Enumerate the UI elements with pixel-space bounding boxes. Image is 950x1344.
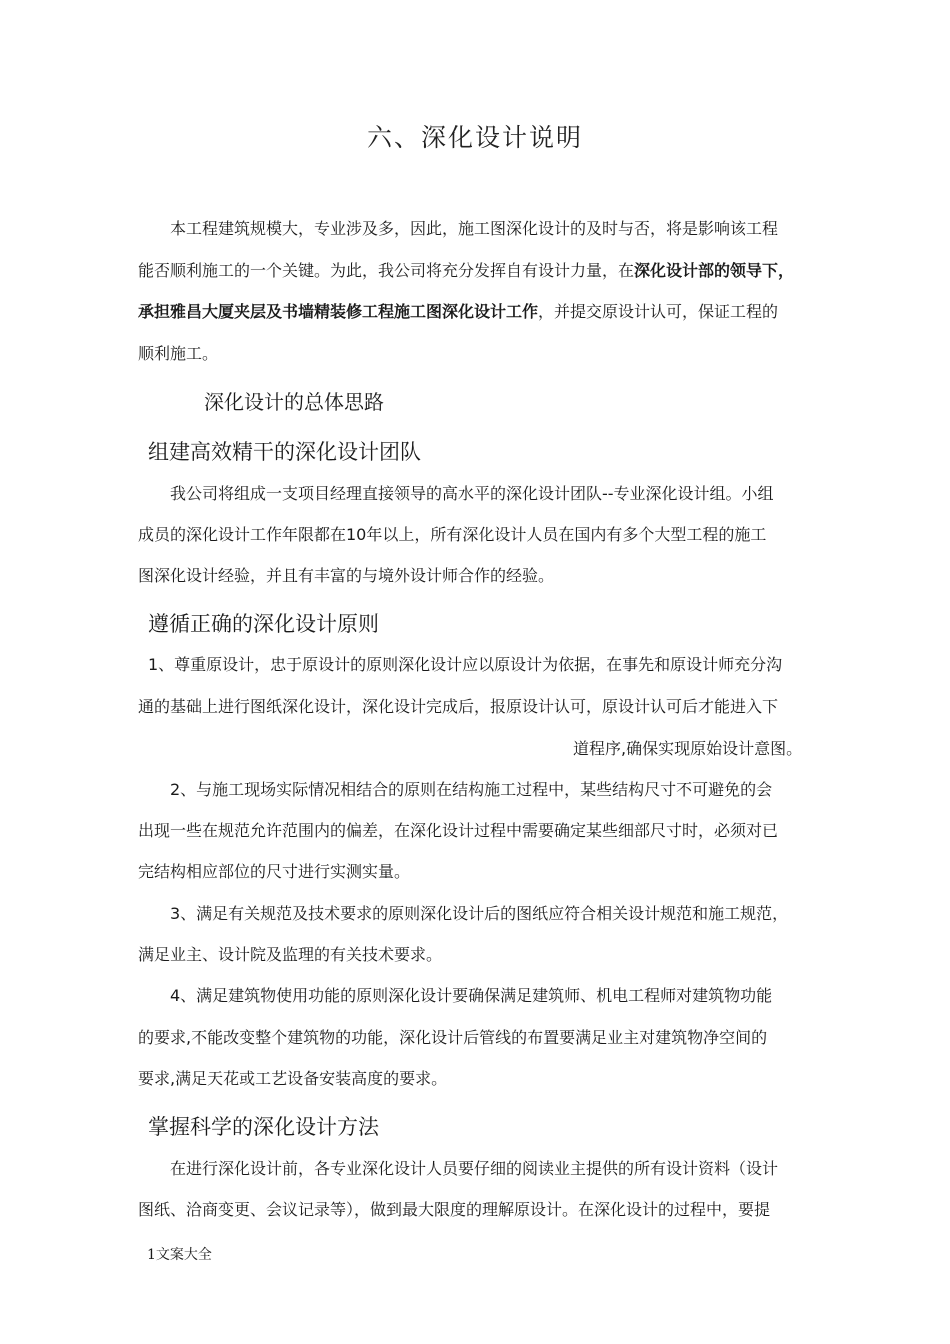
- principle-4-line-3: 要求,满足天花或工艺设备安装高度的要求。: [138, 1069, 448, 1088]
- method-line-2: 图纸、洽商变更、会议记录等），做到最大限度的理解原设计。在深化设计的过程中，要提: [138, 1200, 771, 1219]
- section-heading: 深化设计的总体思路: [204, 390, 384, 414]
- intro-line-3: [138, 302, 778, 322]
- intro-text: ，并提交原设计认可，保证工程的: [538, 302, 779, 321]
- principle-4-line-2: 的要求,不能改变整个建筑物的功能，深化设计后管线的布置要满足业主对建筑物净空间的: [138, 1028, 768, 1047]
- principle-2-line-3: 完结构相应部位的尺寸进行实测实量。: [138, 862, 411, 881]
- principle-1-line-2: 通的基础上进行图纸深化设计，深化设计完成后，报原设计认可，原设计认可后才能进入下: [138, 697, 779, 716]
- principle-1-line-1: 1、尊重原设计，忠于原设计的原则深化设计应以原设计为依据，在事先和原设计师充分沟: [148, 655, 783, 674]
- intro-bold-text: 深化设计部的领导下，: [634, 261, 795, 280]
- principle-3-line-1: 3、满足有关规范及技术要求的原则深化设计后的图纸应符合相关设计规范和施工规范，: [170, 904, 789, 923]
- page-title: 六、深化设计说明: [366, 123, 583, 152]
- principle-2-line-1: 2、与施工现场实际情况相结合的原则在结构施工过程中，某些结构尺寸不可避免的会: [170, 780, 773, 799]
- team-line-2: 成员的深化设计工作年限都在10年以上，所有深化设计人员在国内有多个大型工程的施工: [138, 525, 767, 544]
- principles-heading: 遵循正确的深化设计原则: [148, 612, 379, 636]
- intro-line-1: 本工程建筑规模大，专业涉及多，因此，施工图深化设计的及时与否，将是影响该工程: [170, 219, 779, 238]
- page-footer: 1文案大全: [147, 1247, 212, 1263]
- method-line-1: 在进行深化设计前，各专业深化设计人员要仔细的阅读业主提供的所有设计资料（设计: [170, 1159, 779, 1178]
- principle-1-line-3: 道程序,确保实现原始设计意图。: [573, 739, 803, 758]
- principle-2-line-2: 出现一些在规范允许范围内的偏差，在深化设计过程中需要确定某些细部尺寸时，必须对已: [138, 821, 779, 840]
- intro-text: 能否顺利施工的一个关键。为此，我公司将充分发挥自有设计力量，在: [138, 261, 635, 280]
- intro-line-4: 顺利施工。: [138, 344, 219, 363]
- principle-4-line-1: 4、满足建筑物使用功能的原则深化设计要确保满足建筑师、机电工程师对建筑物功能: [170, 986, 773, 1005]
- method-heading: 掌握科学的深化设计方法: [148, 1115, 379, 1139]
- team-line-3: 图深化设计经验，并且有丰富的与境外设计师合作的经验。: [138, 566, 555, 585]
- intro-bold-text: 承担雅昌大厦夹层及书墙精装修工程施工图深化设计工作: [138, 302, 539, 321]
- team-line-1: 我公司将组成一支项目经理直接领导的高水平的深化设计团队--专业深化设计组。小组: [170, 484, 774, 503]
- team-heading: 组建高效精干的深化设计团队: [148, 440, 421, 464]
- intro-line-2: [138, 261, 794, 281]
- principle-3-line-2: 满足业主、设计院及监理的有关技术要求。: [138, 945, 443, 964]
